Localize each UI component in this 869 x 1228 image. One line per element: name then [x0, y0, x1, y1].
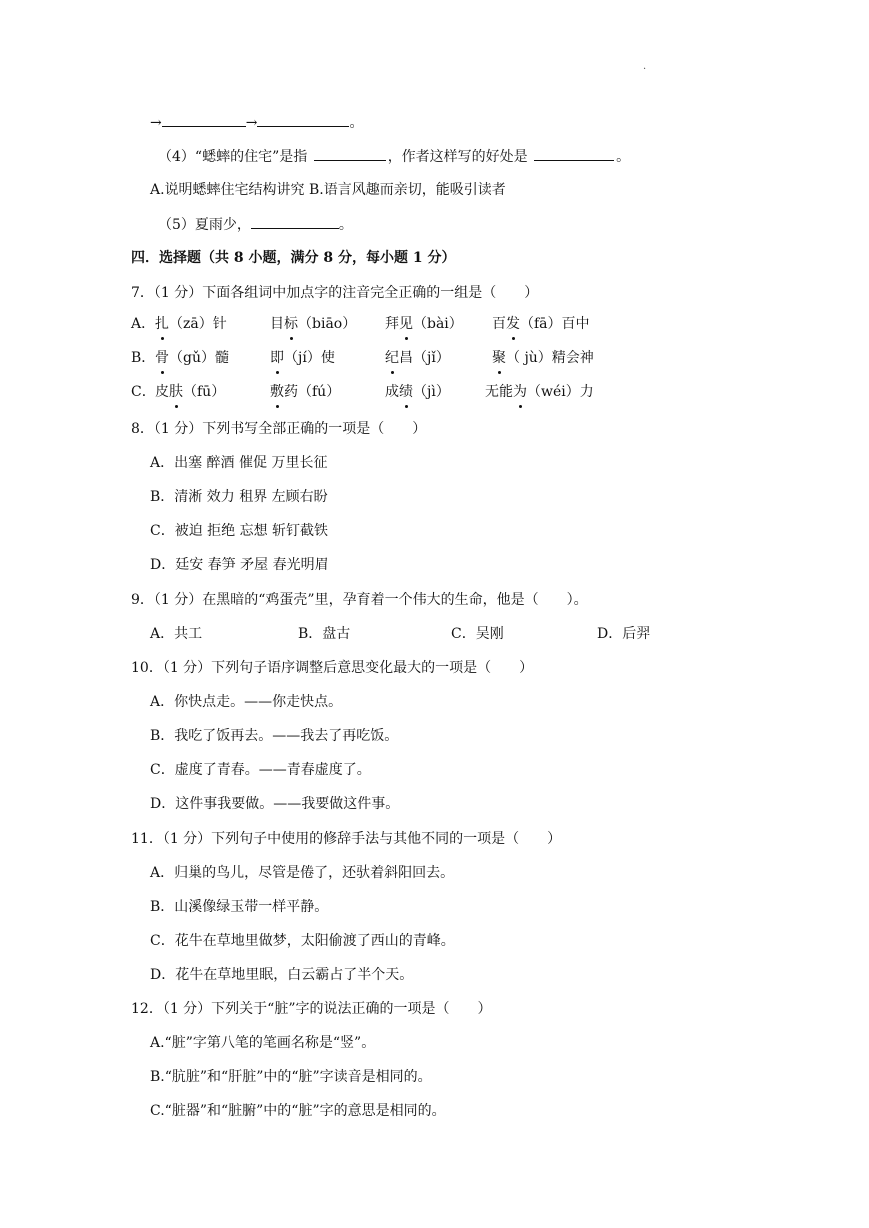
option-a[interactable]: A．出塞 醉酒 催促 万里长征: [150, 455, 328, 471]
dotted-char: 即: [270, 350, 284, 366]
q4-prefix: （4）“蟋蟀的住宅”是指: [158, 149, 308, 165]
dotted-char: 肤: [169, 384, 183, 400]
pinyin-item: [155, 348, 229, 368]
option-b[interactable]: B．盘古: [298, 626, 351, 642]
dotted-char: 骨: [155, 350, 169, 366]
q4-line: [158, 146, 630, 167]
text: 拜: [385, 316, 399, 332]
question-stem: 12．（1 分）下列关于“脏”字的说法正确的一项是（ ）: [131, 1001, 492, 1017]
blank-field[interactable]: [251, 214, 339, 229]
text: 皮: [155, 384, 169, 400]
pinyin-item: [385, 314, 463, 334]
pinyin-item: [385, 382, 450, 402]
section-heading: 四．选择题（共 8 小题，满分 8 分，每小题 1 分）: [131, 250, 456, 266]
text: （fū）: [183, 384, 226, 400]
blank-field[interactable]: [534, 146, 614, 161]
blank-field[interactable]: [257, 112, 349, 127]
text: 目: [270, 316, 284, 332]
option-c[interactable]: C．花牛在草地里做梦，太阳偷渡了西山的青峰。: [150, 933, 455, 949]
option-label: C．: [131, 384, 156, 400]
pinyin-item: [270, 314, 356, 334]
q5-line: [158, 214, 353, 235]
text: 百: [492, 316, 506, 332]
chain-fill-line: [150, 112, 363, 133]
text: （biāo）: [298, 316, 357, 332]
option-label: B．: [131, 350, 156, 366]
question-stem: 9．（1 分）在黑暗的“鸡蛋壳”里，孕育着一个伟大的生命，他是（ ）。: [131, 592, 588, 608]
dotted-char: 为: [513, 384, 527, 400]
option-d[interactable]: D．后羿: [597, 626, 651, 642]
text: （jì）: [413, 384, 450, 400]
pinyin-item: [492, 348, 594, 368]
pinyin-item: [385, 348, 450, 368]
text: （ jù）精会神: [506, 350, 594, 366]
option-b[interactable]: B.“肮脏”和“肝脏”中的“脏”字读音是相同的。: [150, 1069, 432, 1085]
punctuation: 。: [338, 217, 353, 233]
option-a[interactable]: A．共工: [150, 626, 203, 642]
blank-field[interactable]: [162, 112, 246, 127]
dotted-char: 见: [399, 316, 413, 332]
text: 药（fú）: [284, 384, 341, 400]
question-stem: 11．（1 分）下列句子中使用的修辞手法与其他不同的一项是（ ）: [131, 831, 562, 847]
punctuation: 。: [616, 149, 631, 165]
q4-options: A.说明蟋蟀住宅结构讲究 B.语言风趣而亲切，能吸引读者: [150, 182, 506, 198]
option-d[interactable]: D．花牛在草地里眠，白云霸占了半个天。: [150, 967, 414, 983]
q5-prefix: （5）夏雨少，: [158, 217, 251, 233]
text: （fā）百中: [520, 316, 590, 332]
dotted-char: 发: [506, 316, 520, 332]
dotted-char: 标: [284, 316, 298, 332]
option-c[interactable]: C.“脏器”和“脏腑”中的“脏”字的意思是相同的。: [150, 1103, 446, 1119]
question-stem: 8．（1 分）下列书写全部正确的一项是（ ）: [131, 421, 427, 437]
option-c[interactable]: C．被迫 拒绝 忘想 斩钉截铁: [150, 523, 329, 539]
option-a[interactable]: A.“脏”字第八笔的笔画名称是“竖”。: [150, 1035, 376, 1051]
dotted-char: 扎: [155, 316, 169, 332]
pinyin-item: [492, 314, 590, 334]
option-a[interactable]: A．你快点走。——你走快点。: [150, 694, 343, 710]
option-label: A．: [131, 316, 156, 332]
text: （jí）使: [284, 350, 335, 366]
pinyin-item: [270, 348, 335, 368]
option-d[interactable]: D．这件事我要做。——我要做这件事。: [150, 796, 400, 812]
option-c[interactable]: C．吴刚: [451, 626, 504, 642]
text: 昌（jǐ）: [399, 350, 450, 366]
pinyin-item: [155, 314, 227, 334]
question-stem: 10．（1 分）下列句子语序调整后意思变化最大的一项是（ ）: [131, 660, 534, 676]
text: （gǔ）髓: [169, 350, 229, 366]
pinyin-item: [270, 382, 340, 402]
arrow-icon: →: [150, 115, 162, 131]
text: （bài）: [413, 316, 463, 332]
text: （zā）针: [169, 316, 227, 332]
dotted-char: 敷: [270, 384, 284, 400]
question-stem: 7．（1 分）下面各组词中加点字的注音完全正确的一组是（ ）: [131, 285, 539, 301]
dotted-char: 聚: [492, 350, 506, 366]
dotted-char: 纪: [385, 350, 399, 366]
text: 无能: [485, 384, 513, 400]
dotted-char: 绩: [399, 384, 413, 400]
option-b[interactable]: B．清淅 效力 租界 左顾右盼: [150, 489, 328, 505]
arrow-icon: →: [245, 115, 258, 131]
text: （wéi）力: [527, 384, 594, 400]
option-d[interactable]: D．廷安 春笋 矛屋 春光明眉: [150, 557, 329, 573]
q4-mid: ，作者这样写的好处是: [387, 149, 528, 165]
option-b[interactable]: B．山溪像绿玉带一样平静。: [150, 899, 329, 915]
blank-field[interactable]: [314, 146, 386, 161]
option-b[interactable]: B．我吃了饭再去。——我去了再吃饭。: [150, 728, 399, 744]
punctuation: 。: [349, 115, 364, 131]
option-c[interactable]: C．虚度了青春。——青春虚度了。: [150, 762, 371, 778]
text: 成: [385, 384, 399, 400]
page-mark: ·: [643, 64, 647, 75]
pinyin-item: [155, 382, 225, 402]
option-a[interactable]: A．归巢的鸟儿，尽管是倦了，还驮着斜阳回去。: [150, 865, 455, 881]
pinyin-item: [485, 382, 594, 402]
